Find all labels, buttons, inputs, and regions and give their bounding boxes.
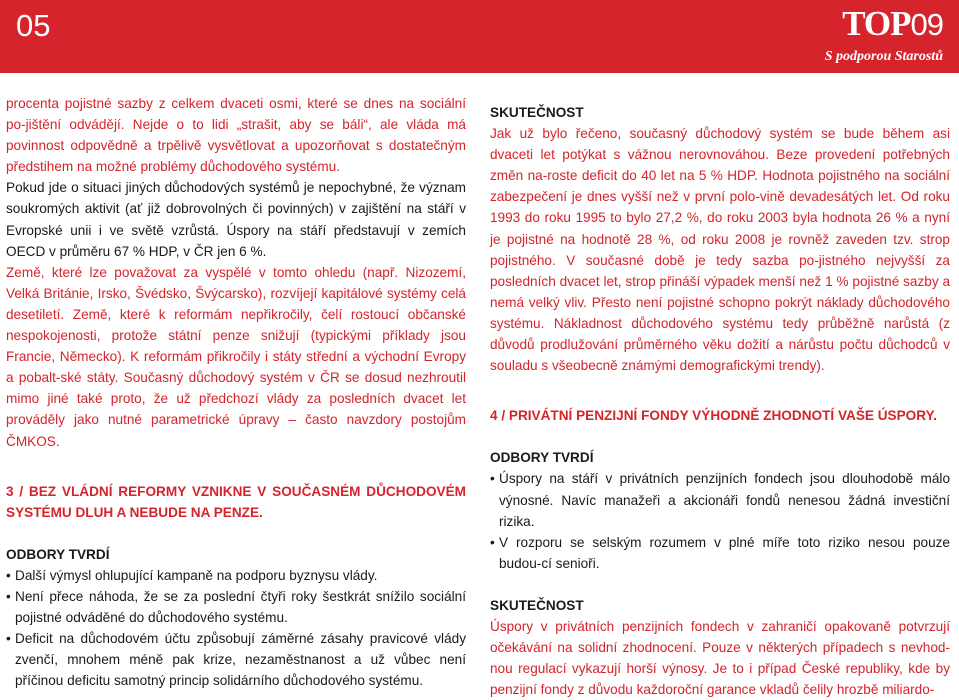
skutecnost-label: SKUTEČNOST (490, 597, 584, 613)
list-item: • Deficit na důchodovém účtu způsobují záměrné zásahy pravicové vlády zvenčí, mnohem méně pak krize, nezaměstnanost a už vůbec není příčinou deficitu samotný princip solidárního důchodového systému. (6, 628, 466, 691)
skutecnost-paragraph: Úspory v privátních penzijních fondech v zahraničí opakovaně potvrzují očekávání na solidní zhodnocení. Pouze v některých případech s nevhod-nou regulací vykazují horší výnosy. Je to i případ České republiky, kde by penzijní fondy z důvodu každoroční garance vkladů čelily hrozbě miliardo- (490, 618, 950, 698)
list-item: • Úspory na stáří v privátních penzijních fondech jsou dlouhodobě málo výnosné. Navíc manažeři a akcionáři fondů nenesou žádná investiční rizika. (490, 468, 950, 531)
logo-top: TOP (842, 4, 911, 43)
list-item: • Není přece náhoda, že se za poslední čtyři roky šestkrát snížilo sociální pojistné odváděné do důchodového systému. (6, 586, 466, 628)
odbory-label: ODBORY TVRDÍ (6, 546, 110, 562)
skutecnost-label: SKUTEČNOST (490, 105, 584, 120)
odbory-bullet-list (6, 565, 466, 692)
intro-paragraph: procenta pojistné sazby z celkem dvaceti osmi, které se dnes na sociální po-jištění odvádějí. Nejde o to lidi „strašit, aby se báli“, ale vláda má povinnost odpovědně a trpělivě vysvětlovat a upozorňovat s dostatečným předstihem na možné problémy důchodového systému. (6, 96, 466, 175)
section-3-heading: 3 / BEZ VLÁDNÍ REFORMY VZNIKNE V SOUČASNÉM DŮCHODOVÉM SYSTÉMU DLUH A NEBUDE NA PENZE. (6, 483, 466, 520)
list-item: • V rozporu se selským rozumem v plné míře toto riziko nesou pouze budou-cí senioři. (490, 532, 950, 574)
countries-paragraph: Země, které lze považovat za vyspělé v tomto ohledu (např. Nizozemí, Velká Británie, Irsko, Švédsko, Švýcarsko), rozvíjejí kapitálové systémy celá desetiletí. Země, které k reformám nepřikročily, čelí rostoucí občanské nespokojenosti, protože státní penze snižují (typickými příklady jsou Francie, Německo). K reformám přikročily i státy střední a východní Evropy a pobalt-ské státy. Současný důchodový systém v ČR se dosud nezhroutil mimo jiné také proto, že už předchozí vlády za posledních dvacet let prováděly jako nutné parametrické úpravy – často navzdory postojům ČMKOS. (6, 264, 466, 449)
right-column (490, 93, 950, 700)
odbory-label: ODBORY TVRDÍ (490, 450, 594, 466)
skutecnost-paragraph: Jak už bylo řečeno, současný důchodový systém se bude během asi dvaceti let potýkat s vážnou nerovnováhou. Beze provedení potřebných změn na-roste deficit do 40 let na 5 % HDP. Hodnota pojistného na sociální zabezpečení je dnes vyšší než v první polo-vině devadesátých let. Od roku 1993 do roku 1995 to bylo 27,2 %, do roku 2003 byla hodnota 26 % a nyní je pojistné na hodnotě 28 %, od roku 2008 je rovněž zaveden tzv. strop pojistného. V současné době je tedy sazba po-jistného nejvyšší za posledních dvacet let, strop přináší výpadek menší než 1 % pojistné sazby a nemá velký vliv. Přesto není pojistné schopno pokrýt náklady důchodového systému. Nákladnost důchodového systému tedy průběžně narůstá (z důvodů prodlužování průměrného věku dožití a nárůstu počtu důchodců v souladu s všeobecně známými demografickými trendy). (490, 126, 950, 374)
top09-logo (842, 4, 943, 44)
page-number: 05 (16, 8, 51, 43)
logo-year: 09 (910, 7, 943, 42)
left-column (6, 93, 466, 691)
section-4-heading: 4 / PRIVÁTNÍ PENZIJNÍ FONDY VÝHODNĚ ZHODNOTÍ VAŠE ÚSPORY. (490, 408, 937, 424)
page-header-bar (0, 0, 959, 73)
list-item: • Další výmysl ohlupující kampaně na podporu byznysu vlády. (6, 565, 466, 586)
odbory-bullet-list (490, 468, 950, 573)
body-paragraph: Pokud jde o situaci jiných důchodových systémů je nepochybné, že význam soukromých aktivit (ať již dobrovolných či povinných) v zajištění na stáří v Evropské unii i ve světě vzrůstá. Úspory na stáří představují v zemích OECD v průměru 67 % HDP, v ČR jen 6 %. (6, 180, 466, 259)
header-subtitle: S podporou Starostů (824, 49, 943, 64)
